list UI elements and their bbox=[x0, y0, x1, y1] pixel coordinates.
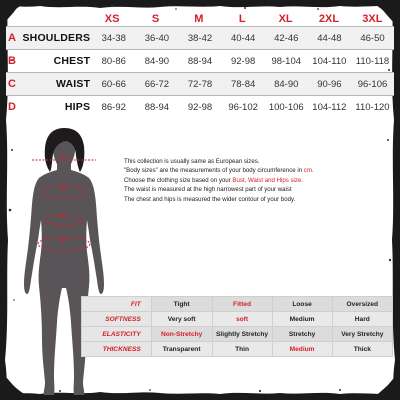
row-letter: A bbox=[8, 32, 16, 44]
size-column-l: L bbox=[238, 13, 246, 25]
size-cell: 72-78 bbox=[187, 78, 213, 90]
size-cell: 88-94 bbox=[144, 101, 170, 113]
size-cell: 92-98 bbox=[187, 101, 213, 113]
size-cell: 96-102 bbox=[228, 101, 258, 113]
feature-value: Slightly Stretchy bbox=[212, 327, 272, 342]
size-column-m: M bbox=[194, 13, 204, 25]
feature-value: Very soft bbox=[151, 312, 212, 327]
size-table-header bbox=[6, 10, 394, 26]
figure-label-d: D bbox=[61, 238, 66, 244]
figure-label-b: B bbox=[61, 186, 66, 192]
size-cell: 84-90 bbox=[144, 55, 170, 67]
feature-label: FIT bbox=[82, 297, 152, 312]
size-cell: 104-110 bbox=[312, 55, 347, 67]
note-line: Choose the clothing size based on your Bust, Waist and Hips size. bbox=[124, 176, 303, 184]
size-table bbox=[6, 10, 394, 118]
size-cell: 60-66 bbox=[101, 78, 126, 90]
feature-label: ELASTICITY bbox=[82, 327, 152, 342]
figure-label-c: C bbox=[61, 214, 66, 220]
size-cell: 84-90 bbox=[274, 78, 299, 90]
size-column-2xl: 2XL bbox=[318, 13, 340, 25]
feature-value: Thick bbox=[332, 342, 392, 357]
feature-row-softness bbox=[82, 312, 393, 327]
size-cell: 90-96 bbox=[317, 78, 342, 90]
size-cell: 88-94 bbox=[187, 55, 213, 67]
feature-value: Tight bbox=[151, 297, 212, 312]
size-cell: 98-104 bbox=[271, 55, 302, 67]
size-notes bbox=[124, 157, 386, 204]
size-row-chest bbox=[6, 49, 394, 72]
size-cell: 104-112 bbox=[312, 101, 347, 113]
feature-value: Hard bbox=[332, 312, 392, 327]
feature-value: Oversized bbox=[332, 297, 392, 312]
feature-value: Very Stretchy bbox=[332, 327, 392, 342]
row-name: WAIST bbox=[55, 78, 91, 90]
size-cell: 100-106 bbox=[268, 101, 304, 113]
size-cell: 40-44 bbox=[230, 32, 256, 44]
size-column-xs: XS bbox=[104, 13, 120, 25]
row-letter: D bbox=[8, 101, 16, 113]
feature-value: Thin bbox=[212, 342, 272, 357]
size-row-shoulders bbox=[6, 26, 394, 49]
size-cell: 34-38 bbox=[101, 32, 126, 44]
size-cell: 66-72 bbox=[144, 78, 170, 90]
size-cell: 96-106 bbox=[357, 78, 388, 90]
note-line: This collection is usually same as European sizes. bbox=[124, 158, 260, 165]
row-name: HIPS bbox=[64, 101, 91, 113]
size-cell: 42-46 bbox=[274, 32, 299, 44]
feature-value: Medium bbox=[272, 312, 332, 327]
size-cell: 86-92 bbox=[101, 101, 126, 113]
feature-value-selected: Medium bbox=[272, 342, 332, 357]
feature-value: Loose bbox=[272, 297, 332, 312]
row-name: SHOULDERS bbox=[22, 32, 91, 44]
size-cell: 92-98 bbox=[230, 55, 256, 67]
size-column-xl: XL bbox=[278, 13, 293, 25]
note-line: The chest and hips is measured the wider contour of your body. bbox=[124, 195, 296, 203]
size-cell: 110-120 bbox=[355, 101, 390, 113]
feature-label: SOFTNESS bbox=[82, 312, 152, 327]
row-letter: C bbox=[8, 78, 16, 90]
feature-value: Stretchy bbox=[272, 327, 332, 342]
size-cell: 36-40 bbox=[144, 32, 170, 44]
row-name: CHEST bbox=[53, 55, 91, 67]
figure-label-a: A bbox=[61, 154, 66, 160]
feature-label: THICKNESS bbox=[82, 342, 152, 357]
feature-value-selected: soft bbox=[212, 312, 272, 327]
size-cell: 46-50 bbox=[360, 32, 385, 44]
fabric-features-table bbox=[81, 296, 393, 357]
size-cell: 44-48 bbox=[317, 32, 342, 44]
size-cell: 78-84 bbox=[230, 78, 256, 90]
size-cell: 110-118 bbox=[355, 55, 390, 67]
size-cell: 80-86 bbox=[101, 55, 126, 67]
size-cell: 38-42 bbox=[187, 32, 213, 44]
feature-value-selected: Non-Stretchy bbox=[151, 327, 212, 342]
feature-row-elasticity bbox=[82, 327, 393, 342]
feature-value-selected: Fitted bbox=[212, 297, 272, 312]
size-column-s: S bbox=[151, 13, 160, 25]
feature-row-fit bbox=[82, 297, 393, 312]
feature-row-thickness bbox=[82, 342, 393, 357]
row-letter: B bbox=[8, 55, 16, 67]
note-line: The waist is measured at the high narrowest part of your waist bbox=[124, 186, 292, 194]
note-line: "Body sizes" are the measurements of your body circumference in cm. bbox=[124, 167, 314, 175]
size-column-3xl: 3XL bbox=[362, 13, 383, 25]
size-row-waist bbox=[6, 72, 394, 95]
feature-value: Transparent bbox=[151, 342, 212, 357]
note-highlight: cm. bbox=[303, 167, 314, 175]
note-highlight: Bust, Waist and Hips size. bbox=[232, 176, 303, 184]
